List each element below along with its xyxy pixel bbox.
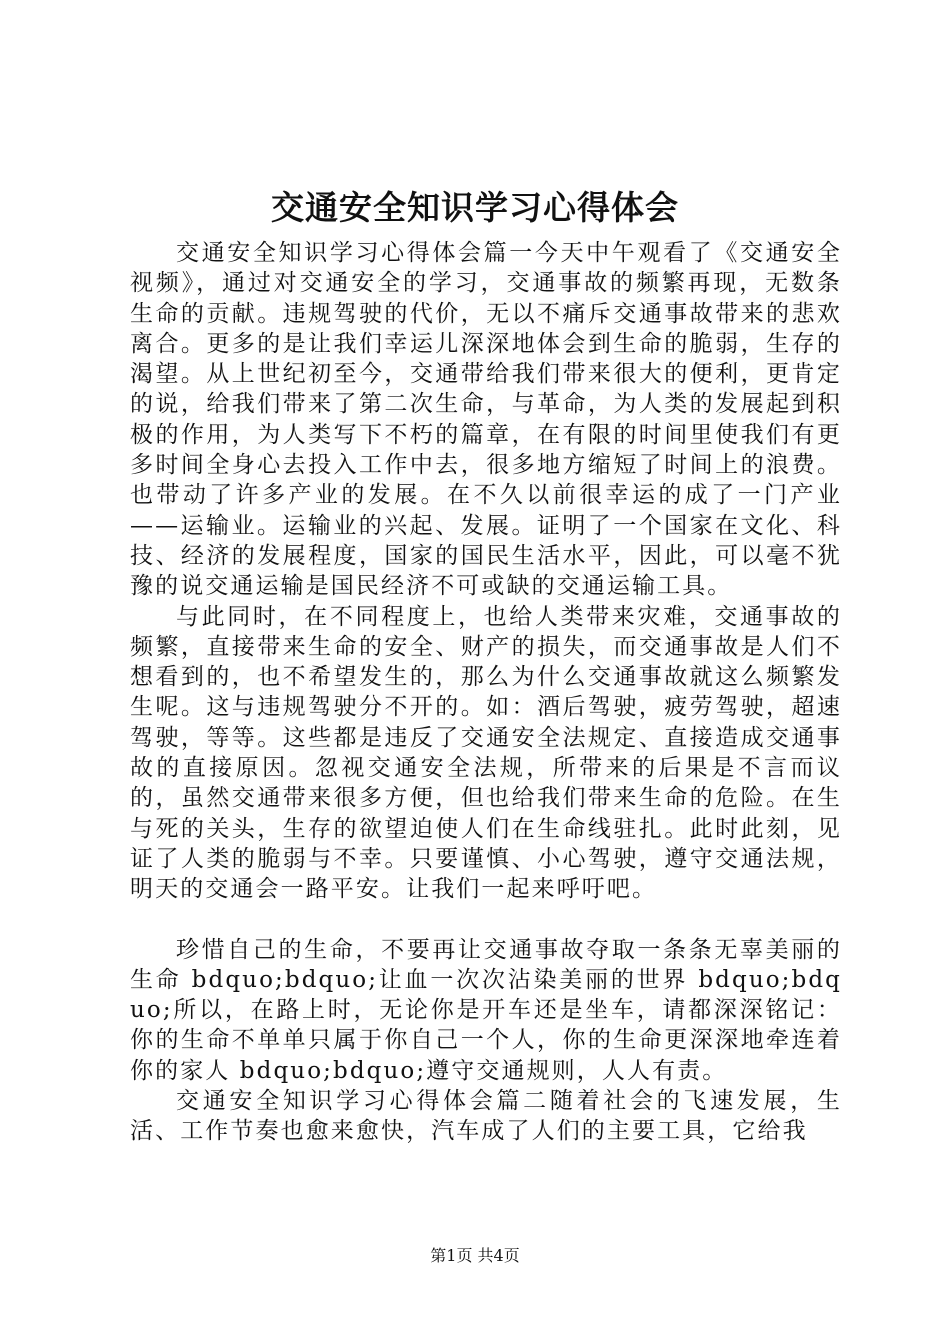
paragraph-1: 交通安全知识学习心得体会篇一今天中午观看了《交通安全视频》，通过对交通安全的学习，交通事故的频繁再现，无数条生命的贡献。违规驾驶的代价，无以不痛斥交通事故带来的悲欢离合。更多的是让我们幸运儿深深地体会到生命的脆弱，生存的渴望。从上世纪初至今，交通带给我们带来很大的便利，更肯定的说，给我们带来了第二次生命，与革命，为人类的发展起到积极的作用，为人类写下不朽的篇章，在有限的时间里使我们有更多时间全身心去投入工作中去，很多地方缩短了时间上的浪费。也带动了许多产业的发展。在不久以前很幸运的成了一门产业——运输业。运输业的兴起、发展。证明了一个国家在文化、科技、经济的发展程度，国家的国民生活水平，因此，可以毫不犹豫的说交通运输是国民经济不可或缺的交通运输工具。 [130,240,842,600]
paragraph-3: 珍惜自己的生命，不要再让交通事故夺取一条条无辜美丽的生命 bdquo;bdquo;让血一次次沾染美丽的世界 bdquo;bdquo;所以，在路上时，无论你是开车还是坐车，请都深深铭记：你的生命不单单只属于你自己一个人，你的生命更深深地牵连着你的家人 bdquo;bdquo;遵守交通规则，人人有责。 [130,936,842,1084]
document-body [130,238,842,1147]
paragraph-4: 交通安全知识学习心得体会篇二随着社会的飞速发展，生活、工作节奏也愈来愈快，汽车成了人们的主要工具，它给我 [130,1088,842,1145]
paragraph-2: 与此同时，在不同程度上，也给人类带来灾难，交通事故的频繁，直接带来生命的安全、财产的损失，而交通事故是人们不想看到的，也不希望发生的，那么为什么交通事故就这么频繁发生呢。这与违规驾驶分不开的。如：酒后驾驶，疲劳驾驶，超速驾驶，等等。这些都是违反了交通安全法规定、直接造成交通事故的直接原因。忽视交通安全法规，所带来的后果是不言而议的，虽然交通带来很多方便，但也给我们带来生命的危险。在生与死的关头，生存的欲望迫使人们在生命线驻扎。此时此刻，见证了人类的脆弱与不幸。只要谨慎、小心驾驶，遵守交通法规，明天的交通会一路平安。让我们一起来呼吁吧。 [130,603,842,903]
page-number-footer: 第1页 共4页 [430,1246,520,1265]
paragraph-spacer [130,905,842,935]
document-title: 交通安全知识学习心得体会 [271,188,679,227]
